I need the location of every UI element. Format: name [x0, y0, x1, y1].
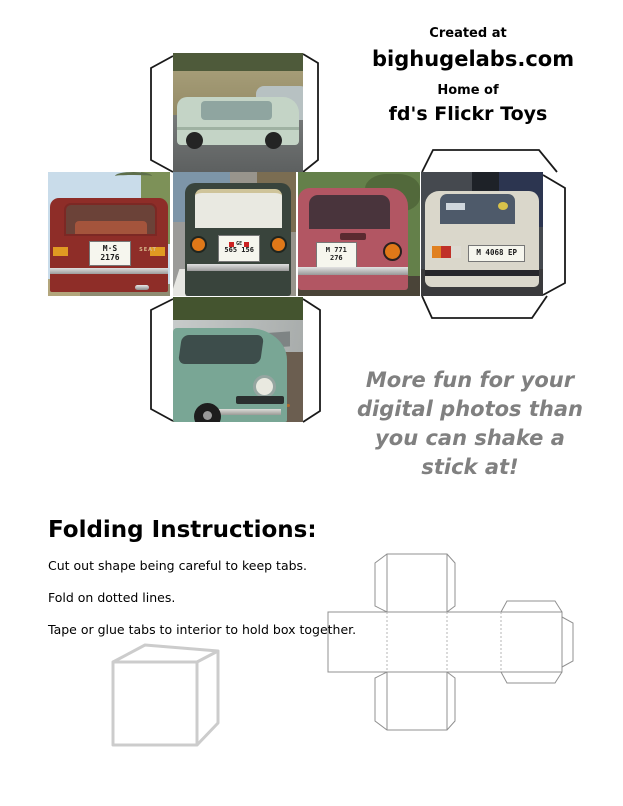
plate-line: 565 156: [224, 246, 254, 255]
window-sticker: [446, 203, 466, 210]
tagline-line: you can shake a: [375, 426, 565, 450]
pink-fiat-rear-body: [298, 188, 408, 290]
car-wheel: [186, 132, 203, 149]
plate-line: M·S: [102, 243, 118, 253]
tagline-line: stick at!: [421, 455, 519, 479]
lamp-post: [115, 172, 152, 180]
amber-lens: [432, 246, 442, 259]
trees-background: [173, 297, 303, 320]
car-windows: [201, 101, 272, 120]
license-plate: [89, 241, 131, 266]
engine-vent: [340, 233, 366, 240]
license-plate: [316, 242, 358, 268]
created-at-label: Created at: [429, 26, 507, 41]
chrome-bumper: [50, 268, 167, 275]
reverse-lens: [451, 246, 461, 259]
tagline-line: digital photos than: [357, 397, 583, 421]
car-seats: [75, 221, 146, 234]
rear-window: [309, 195, 390, 229]
product-name: fd's Flickr Toys: [388, 103, 548, 125]
plate-line: M 4068 EP: [476, 248, 518, 258]
chrome-bumper: [187, 264, 289, 271]
brand-block: [372, 26, 575, 125]
car-side-stripe: [177, 127, 299, 131]
rear-window: [195, 189, 282, 228]
wheel-hubcap: [203, 411, 212, 420]
tagline-line: More fun for your: [365, 368, 575, 392]
instruction-step: Tape or glue tabs to interior to hold box together.: [48, 622, 357, 637]
exhaust-pipe: [135, 285, 149, 291]
license-plate: [218, 235, 260, 262]
front-grille: [236, 396, 284, 404]
teal-simca-front-body: [173, 328, 287, 422]
tagline: [352, 366, 588, 482]
fold-dotted-lines: [387, 612, 501, 672]
car-wheel: [265, 132, 282, 149]
cube-face-top-photo: [173, 53, 303, 172]
window-sticker: [498, 202, 508, 210]
white-renault-rear-body: [425, 191, 540, 288]
tail-light: [53, 247, 68, 255]
seat-badge: SEAT: [139, 247, 158, 254]
windshield: [178, 335, 264, 364]
rear-window: [440, 194, 516, 224]
rear-window: [64, 203, 157, 236]
instruction-step: Fold on dotted lines.: [48, 590, 176, 605]
tail-light: [270, 236, 287, 253]
dark-green-fiat-rear-body: [185, 183, 291, 296]
cube-face-outer-right-photo: [421, 172, 543, 296]
plate-line: 2176: [100, 252, 120, 262]
tail-light: [383, 242, 402, 261]
black-bumper: [425, 270, 540, 276]
plate-line: M 771: [325, 246, 347, 255]
folding-instructions-title: Folding Instructions:: [48, 517, 317, 543]
tail-light: [190, 236, 207, 253]
headlight: [253, 375, 276, 398]
red-lens: [441, 246, 451, 259]
instruction-step: Cut out shape being careful to keep tabs.: [48, 558, 308, 573]
folding-instructions: [48, 517, 358, 654]
home-of-label: Home of: [437, 83, 499, 98]
tail-light-cluster: [432, 246, 462, 259]
red-seat-rear-body: [50, 198, 167, 292]
folded-cube-illustration: [113, 645, 218, 745]
site-name: bighugelabs.com: [372, 47, 575, 71]
trees-background: [173, 53, 303, 71]
cube-face-right-photo: [298, 172, 420, 296]
cube-face-front-photo: [173, 172, 296, 296]
cube-face-bottom-photo: [173, 297, 303, 422]
plate-line: 276: [329, 254, 343, 263]
cube-face-left-photo: [48, 172, 170, 296]
canton-code: GE: [236, 240, 243, 247]
cube-net-diagram: [328, 554, 573, 730]
chrome-bumper: [298, 267, 408, 274]
license-plate: [468, 245, 525, 262]
